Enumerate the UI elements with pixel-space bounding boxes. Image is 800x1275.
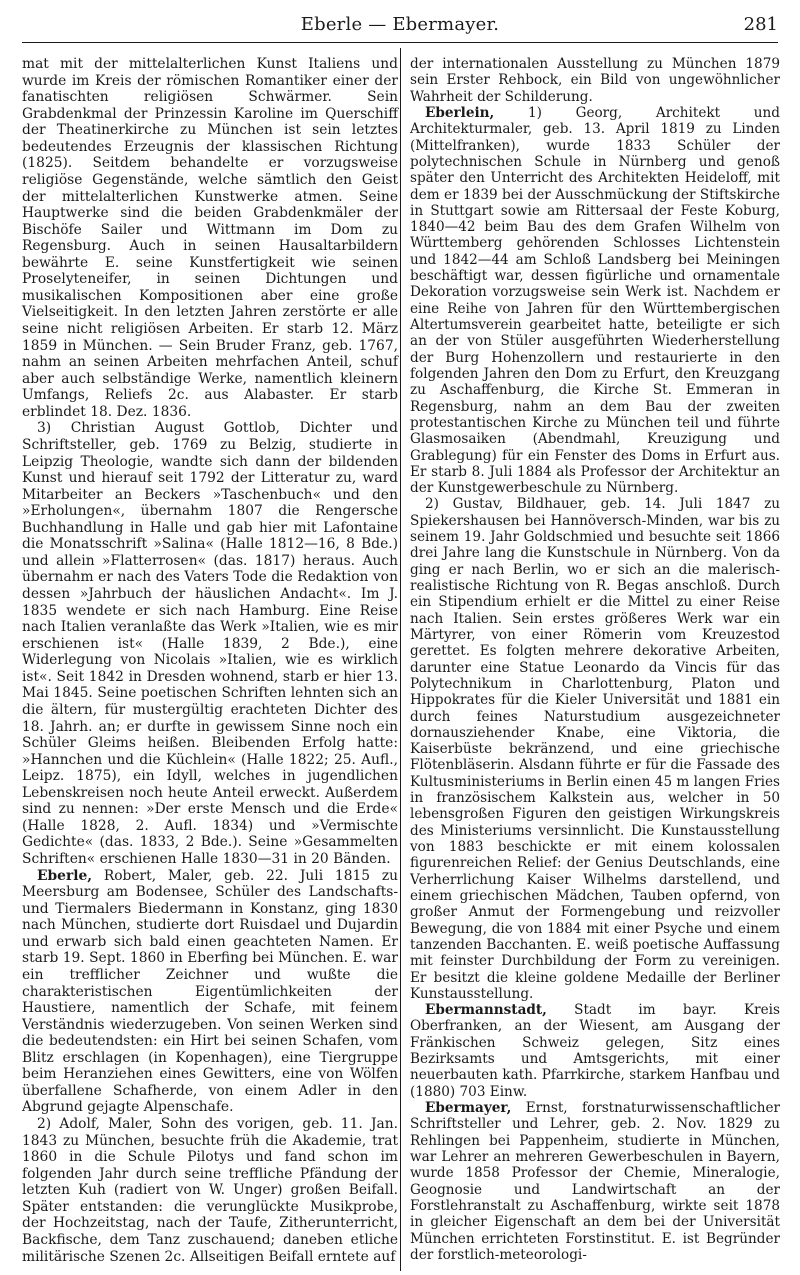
entry-text: Stadt im bayr. Kreis Oberfranken, an der Wiesent, am Ausgang der Fränkischen Schweiz gelegen, Sitz eines Bezirksamts und Amtsgerichts, mit einer neuerbauten kath. Pfarrkirche, starkem Hanfbau und (1880) 703 Einw. [410, 1002, 780, 1100]
running-title: Eberle — Ebermayer. [300, 14, 500, 35]
entry-headword: Ebermayer, [425, 1100, 512, 1116]
entry-paragraph [410, 1100, 780, 1263]
entry-paragraph [410, 496, 780, 1002]
entry-headword: Eberlein, [425, 104, 495, 121]
page-number: 281 [743, 14, 778, 35]
entry-paragraph [22, 56, 398, 420]
entry-paragraph [22, 1116, 398, 1265]
column-divider [400, 48, 401, 1271]
entry-text: 2) Adolf, Maler, Sohn des vorigen, geb. 11. Jan. 1843 zu München, besuchte früh die Akademie, trat 1860 in die Schule Pilotys und fand schon im folgenden Jahr durch seine treffliche Pfändung der letzten Kuh (radiert von W. Unger) großen Beifall. Später entstanden: die verunglückte Musikprobe, der Hochzeitstag, nach der Taufe, Zitherunterricht, Backfische, dem Tanz zuschauend; daneben etliche militärische Szenen 2c. Allseitigen Beifall erntete auf [22, 1116, 398, 1265]
entry-text: mat mit der mittelalterlichen Kunst Italiens und wurde im Kreis der römischen Romantiker einer der fanatischten religiösen Schwärmer. Sein Grabdenkmal der Prinzessin Karoline im Querschiff der Theatinerkirche zu München ist sein letztes bedeutendes Erzeugnis der klassischen Richtung (1825). Seitdem behandelte er vorzugsweise religiöse Gegenstände, welche sämtlich den Geist der mittelalterlichen Kunstwerke atmen. Seine Hauptwerke sind die beiden Grabdenkmäler der Bischöfe Sailer und Wittmann im Dom zu Regensburg. Auch in seinen Hausaltarbildern bewährte E. seine Kunstfertigkeit wie seinen Proselyteneifer, in seinen Dichtungen und musikalischen Kompositionen aber eine große Vielseitigkeit. In den letzten Jahren zerstörte er alle seine nicht religiösen Arbeiten. Er starb 12. März 1859 in München. — Sein Bruder Franz, geb. 1767, nahm an seinen Arbeiten mehrfachen Anteil, schuf aber auch selbständige Werke, namentlich kleinern Umfangs, Reliefs 2c. aus Alabaster. Er starb erblindet 18. Dez. 1836. [22, 56, 398, 420]
left-column [22, 56, 398, 1265]
entry-headword: Ebermannstadt, [425, 1002, 547, 1019]
entry-paragraph [410, 1002, 780, 1100]
entry-paragraph [410, 56, 780, 105]
entry-text: der internationalen Ausstellung zu München 1879 sein Erster Rehbock, ein Bild von ungewöhnlicher Wahrheit der Schilderung. [410, 56, 780, 105]
entry-paragraph [22, 420, 398, 867]
entry-paragraph [410, 105, 780, 497]
entry-text: Ernst, forstnaturwissenschaftlicher Schriftsteller und Lehrer, geb. 2. Nov. 1829 zu Rehlingen bei Pappenheim, studierte in München, war Lehrer an mehreren Gewerbeschulen in Bayern, wurde 1858 Professor der Chemie, Mineralogie, Geognosie und Landwirtschaft an der Forstlehranstalt zu Aschaffenburg, wirkte seit 1878 in gleicher Eigenschaft an dem bei der Universität München errichteten Forstinstitut. E. ist Begründer der forstlich-meteorologi- [410, 1100, 780, 1263]
entry-text: 1) Georg, Architekt und Architekturmaler, geb. 13. April 1819 zu Linden (Mittelfranken), wurde 1833 Schüler der polytechnischen Schule in Nürnberg und genoß später den Unterricht des Architekten Heideloff, mit dem er 1839 bei der Ausschmückung der Stiftskirche in Stuttgart sowie am Rittersaal der Feste Koburg, 1840—42 beim Bau des dem Grafen Wilhelm von Württemberg gehörenden Schlosses Lichtenstein und 1842—44 am Schloß Landsberg bei Meiningen beschäftigt war, dessen figürliche und ornamentale Dekoration vorzugsweise sein Werk ist. Nachdem er eine Reihe von Jahren für den Württembergischen Altertumsverein gearbeitet hatte, beteiligte er sich an der von Stüler ausgeführten Wiederherstellung der Burg Hohenzollern und restaurierte in den folgenden Jahren den Dom zu Erfurt, den Kreuzgang zu Aschaffenburg, die Kirche St. Emmeran in Regensburg, nahm an dem Bau der zweiten protestantischen Kirche zu München teil und führte Glasmosaiken (Abendmahl, Kreuzigung und Grablegung) für ein Fenster des Doms in Erfurt aus. Er starb 8. Juli 1884 als Professor der Architektur an der Kunstgewerbeschule zu Nürnberg. [410, 104, 780, 497]
entry-paragraph [22, 868, 398, 1116]
right-column [410, 56, 780, 1263]
page-header [22, 6, 778, 40]
entry-text: Robert, Maler, geb. 22. Juli 1815 zu Meersburg am Bodensee, Schüler des Landschafts- und Tiermalers Biedermann in Konstanz, ging 1830 nach München, studierte dort Ruisdael und Dujardin und erwarb sich bald einen geachteten Namen. Er starb 19. Sept. 1860 in Eberfing bei München. E. war ein trefflicher Zeichner und wußte die charakteristischen Eigentümlichkeiten der Haustiere, namentlich der Schafe, mit feinem Verständnis wiederzugeben. Von seinen Werken sind die bedeutendsten: ein Hirt bei seinen Schafen, vom Blitz erschlagen (in Kopenhagen), eine Tiergruppe beim Heranziehen eines Gewitters, eine von Wölfen überfallene Schafherde, von einem Adler in den Abgrund gejagte Alpenschafe. [22, 867, 398, 1116]
entry-text: 3) Christian August Gottlob, Dichter und Schriftsteller, geb. 1769 zu Belzig, studierte in Leipzig Theologie, wandte sich dann der bildenden Kunst und hierauf seit 1792 der Litteratur zu, ward Mitarbeiter an Beckers »Taschenbuch« und den »Erholungen«, übernahm 1807 die Rengersche Buchhandlung in Halle und gab hier mit Lafontaine die Monatsschrift »Salina« (Halle 1812—16, 8 Bde.) und allein »Flatterrosen« (das. 1817) heraus. Auch übernahm er nach des Vaters Tode die Redaktion von dessen »Jahrbuch der häuslichen Andacht«. Im J. 1835 wendete er sich nach Hamburg. Eine Reise nach Italien veranlaßte das Werk »Italien, wie es mir erschienen ist« (Halle 1839, 2 Bde.), eine Widerlegung von Nicolais »Italien, wie es wirklich ist«. Seit 1842 in Dresden wohnend, starb er hier 13. Mai 1845. Seine poetischen Schriften lehnten sich an die ältern, für mustergültig erachteten Dichter des 18. Jahrh. an; er durfte in gewissem Sinne noch ein Schüler Gleims heißen. Bleibenden Erfolg hatte: »Hannchen und die Küchlein« (Halle 1822; 25. Aufl., Leipz. 1875), ein Idyll, welches in jugendlichen Lebenskreisen noch heute Anteil erweckt. Außerdem sind zu nennen: »Der erste Mensch und die Erde« (Halle 1828, 2. Aufl. 1834) und »Vermischte Gedichte« (das. 1833, 2 Bde.). Seine »Gesammelten Schriften« erschienen Halle 1830—31 in 20 Bänden. [22, 420, 398, 867]
header-rule [22, 42, 778, 43]
entry-text: 2) Gustav, Bildhauer, geb. 14. Juli 1847 zu Spiekershausen bei Hannöversch-Minden, war bis zu seinem 19. Jahr Goldschmied und besuchte seit 1866 drei Jahre lang die Kunstschule in Nürnberg. Von da ging er nach Berlin, wo er sich an die malerisch-realistische Richtung von R. Begas anschloß. Durch ein Stipendium erhielt er die Mittel zu einer Reise nach Italien. Sein erstes größeres Werk war ein Märtyrer, von einer Römerin vom Kreuzestod gerettet. Es folgten mehrere dekorative Arbeiten, darunter eine Statue Leonardo da Vincis für das Polytechnikum in Charlottenburg, Platon und Hippokrates für die Kieler Universität und 1881 ein durch feines Naturstudium ausgezeichneter dornausziehender Knabe, eine Viktoria, die Kaiserbüste bekränzend, und eine griechische Flötenbläserin. Alsdann führte er für die Fassade des Kultusministeriums in Berlin einen 45 m langen Fries in französischem Kalkstein aus, welcher in 50 lebensgroßen Figuren den geistigen Wirkungskreis des Ministeriums versinnlicht. Die Kunstausstellung von 1883 beschickte er mit einem kolossalen figurenreichen Relief: der Genius Deutschlands, eine Verherrlichung Kaiser Wilhelms darstellend, und einem griechischen Mädchen, Tauben opfernd, von großer Anmut der Formengebung und reizvoller Bewegung, die von 1884 mit einer Psyche und einem tanzenden Bacchanten. E. weiß poetische Auffassung mit feinster Durchbildung der Form zu vereinigen. Er besitzt die kleine goldene Medaille der Berliner Kunstausstellung. [410, 496, 780, 1002]
entry-headword: Eberle, [37, 867, 93, 884]
